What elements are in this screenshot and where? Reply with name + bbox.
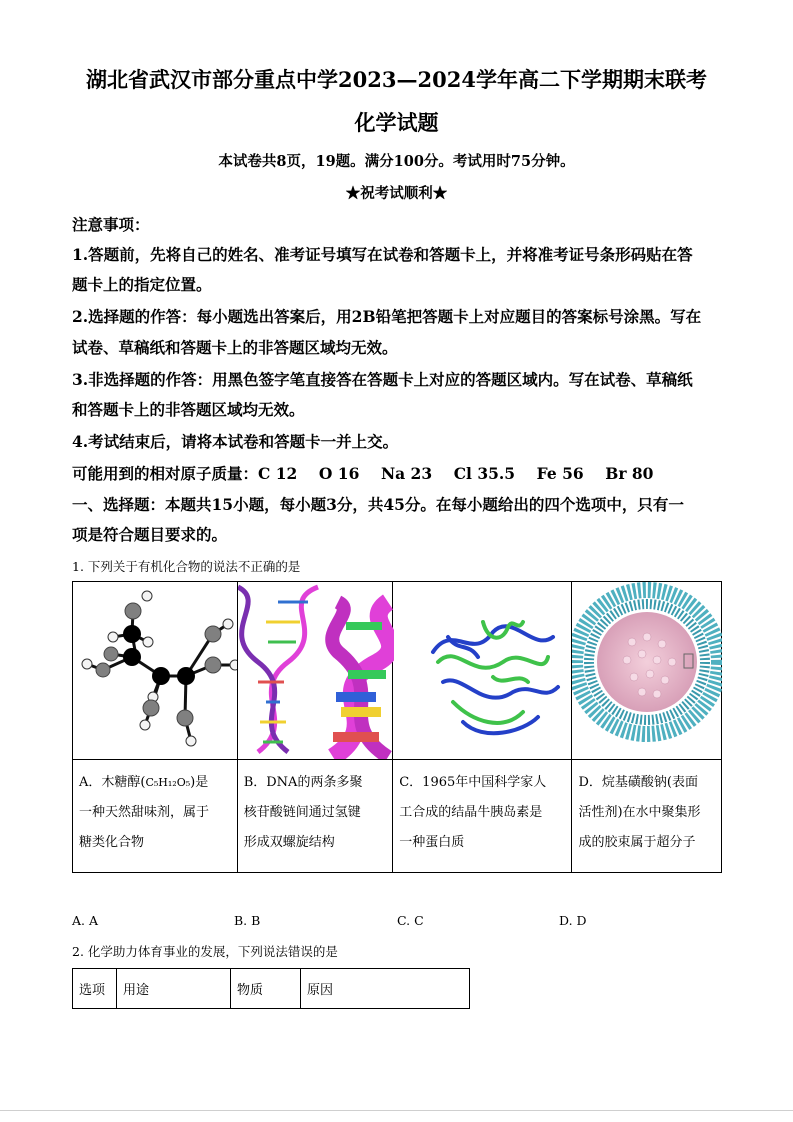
q1-option-b-text	[237, 760, 393, 873]
xylitol-formula: C₅H₁₂O₅	[145, 776, 191, 789]
q1-options-table	[72, 581, 722, 873]
q1-option-a-text	[73, 760, 238, 873]
q2-header-reason: 原因	[301, 969, 470, 1009]
notice-heading: 注意事项：	[72, 215, 150, 234]
notice-item-2a: 2.选择题的作答：每小题选出答案后，用2B铅笔把答题卡上对应题目的答案标号涂黑。写在	[72, 307, 702, 326]
section-1-line2: 项是符合题目要求的。	[72, 525, 228, 544]
q2-header-use: 用途	[117, 969, 231, 1009]
q1-option-c-line1: C．1965年中国科学家人	[399, 775, 547, 790]
q1-answer-a: A. A	[72, 913, 99, 928]
q1-image-b	[237, 582, 393, 760]
q1-option-c-text	[393, 760, 572, 873]
q1-option-a-line3: 糖类化合物	[79, 835, 145, 850]
q1-option-d-line2: 活性剂)在水中聚集形	[578, 805, 701, 820]
q1-answer-b: B. B	[234, 913, 261, 928]
insulin-protein-structure-image	[393, 582, 573, 759]
q2-stem: 2. 化学助力体育事业的发展，下列说法错误的是	[72, 944, 338, 959]
q1-image-a	[73, 582, 238, 760]
notice-item-1a: 1.答题前，先将自己的姓名、准考证号填写在试卷和答题卡上，并将准考证号条形码贴在答	[72, 245, 693, 264]
q1-option-a-suffix: )是	[190, 775, 209, 790]
q1-option-b-line2: 核苷酸链间通过氢键	[243, 805, 361, 820]
q1-option-d-text	[572, 760, 722, 873]
atomic-mass-line: 可能用到的相对原子质量：C 12 O 16 Na 23 Cl 35.5 Fe 56 Br 80	[72, 464, 654, 483]
section-1-line1: 一、选择题：本题共15小题，每小题3分，共45分。在每小题给出的四个选项中，只有一	[72, 495, 684, 514]
q1-option-c-line2: 工合成的结晶牛胰岛素是	[399, 805, 543, 820]
notice-item-4: 4.考试结束后，请将本试卷和答题卡一并上交。	[72, 432, 399, 451]
q1-option-a-line2: 一种天然甜味剂，属于	[79, 805, 210, 820]
q2-table	[72, 968, 470, 1009]
q1-option-a-prefix: A．木糖醇(	[79, 775, 146, 790]
q1-option-d-line1: D．烷基磺酸钠(表面	[578, 775, 698, 790]
exam-title: 湖北省武汉市部分重点中学2023—2024学年高二下学期期末联考	[86, 67, 707, 92]
exam-subject: 化学试题	[354, 110, 439, 135]
q2-header-substance: 物质	[231, 969, 301, 1009]
q1-option-c-line3: 一种蛋白质	[399, 835, 465, 850]
q1-answer-c: C. C	[397, 913, 424, 928]
dna-double-helix-image	[238, 582, 394, 759]
q1-option-d-line3: 成的胶束属于超分子	[578, 835, 696, 850]
q1-option-b-line1: B．DNA的两条多聚	[243, 775, 363, 790]
notice-item-3a: 3.非选择题的作答：用黑色签字笔直接答在答题卡上对应的答题区域内。写在试卷、草稿纸	[72, 370, 693, 389]
q2-header-option: 选项	[73, 969, 117, 1009]
micelle-image	[572, 582, 722, 759]
page-bottom-divider	[0, 1110, 793, 1111]
q1-option-b-line3: 形成双螺旋结构	[243, 835, 335, 850]
q1-image-c	[393, 582, 572, 760]
notice-item-1b: 题卡上的指定位置。	[72, 275, 212, 294]
exam-wish: ★祝考试顺利★	[345, 185, 448, 202]
q1-stem: 1. 下列关于有机化合物的说法不正确的是	[72, 559, 301, 574]
notice-item-2b: 试卷、草稿纸和答题卡上的非答题区域均无效。	[72, 338, 398, 357]
q1-answer-d: D. D	[559, 913, 587, 928]
notice-item-3b: 和答题卡上的非答题区域均无效。	[72, 400, 305, 419]
q1-image-d	[572, 582, 722, 760]
xylitol-ball-stick-model	[73, 582, 237, 759]
exam-info: 本试卷共8页，19题。满分100分。考试用时75分钟。	[218, 153, 575, 170]
